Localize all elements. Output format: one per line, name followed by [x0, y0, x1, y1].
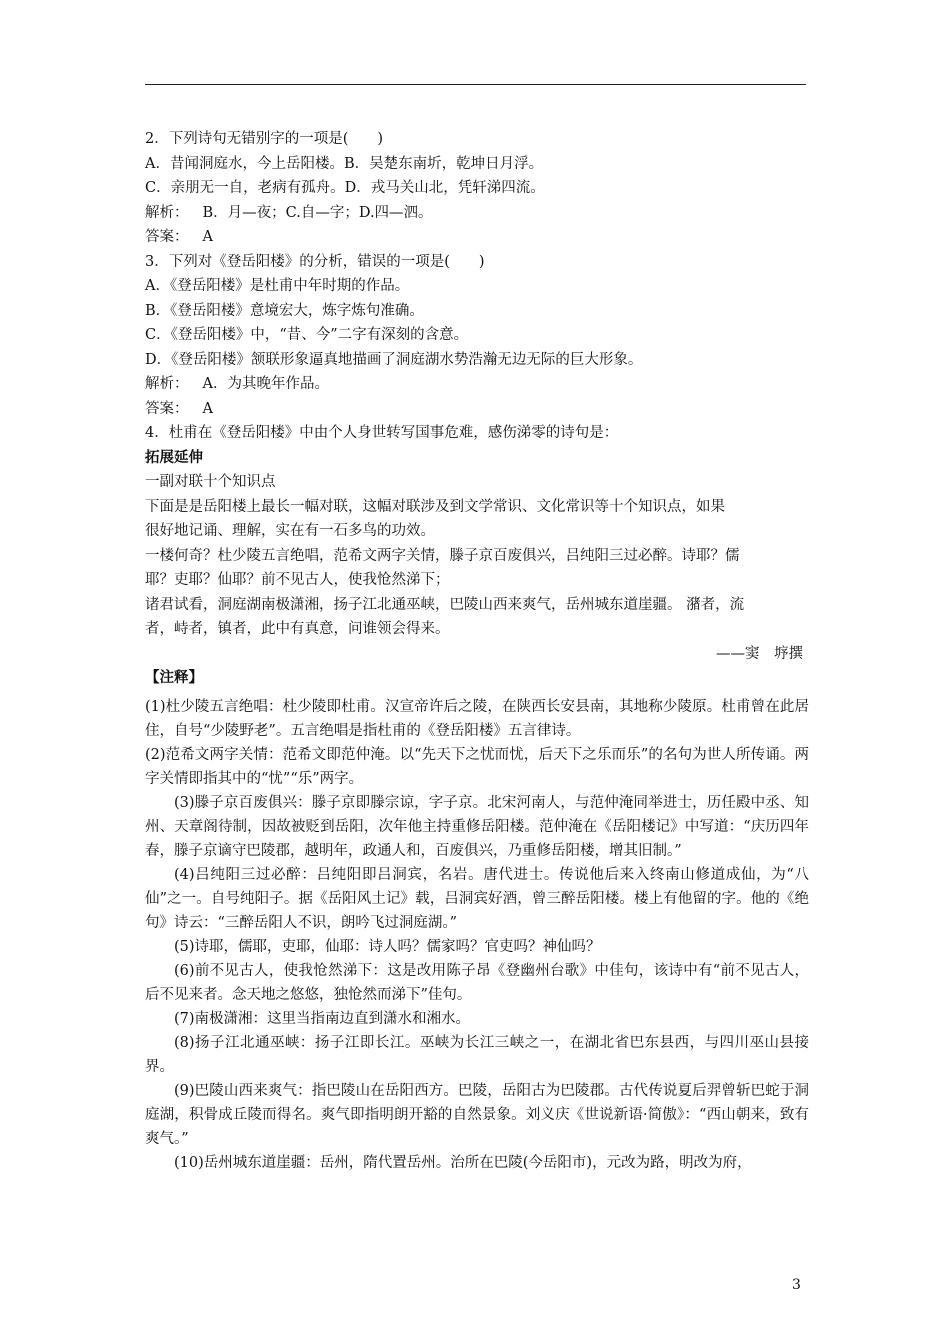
q3-option-c: C．《登岳阳楼》中，“昔、今”二字有深刻的含意。 [145, 327, 469, 343]
note-2: (2)范希文两字关情：范希文即范仲淹。以“先天下之忧而忧，后天下之乐而乐”的名句为世人所传诵。两字关情即指其中的“忧”“乐”两字。 [145, 746, 809, 787]
q2-answer-value: A [202, 229, 213, 245]
q2-option-a: A．昔闻洞庭水，今上岳阳楼。 [145, 155, 344, 172]
extension-heading: 拓展延伸 [145, 448, 203, 466]
q2-analysis-text: B．月—夜；C.自—字；D.四—泗。 [202, 204, 433, 221]
note-6: (6)前不见古人，使我怆然涕下：这是改用陈子昂《登幽州台歌》中佳句，该诗中有“前不见古人，后不见来者。念天地之悠悠，独怆然而涕下”佳句。 [145, 962, 809, 1003]
note-8: (8)扬子江北通巫峡：扬子江即长江。巫峡为长江三峡之一，在湖北省巴东县西，与四川巫山县接界。 [145, 1034, 809, 1075]
q3-answer-label: 答案： [145, 400, 189, 417]
note-5: (5)诗耶，儒耶，吏耶，仙耶：诗人吗？儒家吗？官吏吗？神仙吗？ [174, 938, 601, 955]
q2-answer-label: 答案： [145, 229, 189, 245]
notes-heading: 【注释】 [145, 669, 203, 686]
q2-options-cd [145, 176, 809, 201]
note-3: (3)滕子京百废俱兴：滕子京即滕宗谅，字子京。北宋河南人，与范仲淹同举进士，历任殿中丞、知州、天章阁待制，因故被贬到岳阳，次年他主持重修岳阳楼。范仲淹在《岳阳楼记》中写道：“庆历四年春，滕子京谪守巴陵郡，越明年，政通人和，百废俱兴，乃重修岳阳楼，增其旧制。” [145, 794, 809, 859]
extension-intro-line-2: 很好地记诵、理解，实在有一石多鸟的功效。 [145, 523, 435, 539]
note-10: (10)岳州城东道崖疆：岳州，隋代置岳州。治所在巴陵(今岳阳市)，元改为路，明改为府， [174, 1154, 752, 1171]
q2-option-c: C．亲朋无一自，老病有孤舟。 [145, 180, 345, 196]
q3-answer [145, 397, 809, 422]
q2-analysis-label: 解析： [145, 204, 189, 221]
q3-analysis-label: 解析： [145, 376, 189, 392]
couplet-lower-line-1: 诸君试看，洞庭湖南极潇湘，扬子江北通巫峡，巴陵山西来爽气，岳州城东道崖疆。 潴者，流 [145, 596, 745, 613]
q3-stem: 3．下列对《登岳阳楼》的分析，错误的一项是( ) [145, 253, 485, 270]
q2-answer [145, 225, 809, 250]
header-rule [145, 84, 806, 85]
q4-stem: 4．杜甫在《登岳阳楼》中由个人身世转写国事危难，感伤涕零的诗句是： [145, 425, 619, 441]
q2-analysis [145, 201, 809, 226]
q2-option-b: B．吴楚东南圻，乾坤日月浮。 [343, 155, 544, 172]
note-9: (9)巴陵山西来爽气：指巴陵山在岳阳西方。巴陵，岳阳古为巴陵郡。古代传说夏后羿曾斩巴蛇于洞庭湖，积骨成丘陵而得名。爽气即指明朗开豁的自然景象。刘义庆《世说新语·简傲》：“西山朝来，致有爽气。” [145, 1082, 809, 1147]
q3-option-d: D．《登岳阳楼》颔联形象逼真地描画了洞庭湖水势浩瀚无边无际的巨大形象。 [145, 351, 643, 368]
page-number: 3 [792, 1277, 801, 1293]
q2-options-ab [145, 152, 809, 177]
q2-stem: 2．下列诗句无错别字的一项是( ) [145, 131, 384, 147]
couplet-lower-line-2: 者，峙者，镇者，此中有真意，问谁领会得来。 [145, 621, 450, 637]
q3-analysis [145, 372, 809, 397]
q3-analysis-text: A．为其晚年作品。 [202, 376, 329, 392]
note-4: (4)吕纯阳三过必醉：吕纯阳即吕洞宾，名岩。唐代进士。传说他后来入终南山修道成仙，为“八仙”之一。自号纯阳子。据《岳阳风土记》载，吕洞宾好酒，曾三醉岳阳楼。楼上有他留的字。他的《绝句》诗云：“三醉岳阳人不识，朗吟飞过洞庭湖。” [145, 866, 809, 931]
extension-subtitle: 一副对联十个知识点 [145, 474, 276, 490]
extension-intro-line-1: 下面是是岳阳楼上最长一幅对联，这幅对联涉及到文学常识、文化常识等十个知识点，如果 [145, 498, 725, 515]
notes-list [145, 695, 809, 1175]
q2-option-d: D．戎马关山北，凭轩涕四流。 [344, 180, 545, 196]
q3-option-a: A．《登岳阳楼》是杜甫中年时期的作品。 [145, 278, 410, 294]
couplet-upper-line-1: 一楼何奇？杜少陵五言绝唱，范希文两字关情，滕子京百废俱兴，吕纯阳三过必醉。诗耶？儒 [145, 547, 740, 564]
couplet-author: ——窦 垿撰 [716, 645, 803, 662]
note-1: (1)杜少陵五言绝唱：杜少陵即杜甫。汉宣帝许后之陵，在陕西长安县南，其地称少陵原。杜甫曾在此居住，自号“少陵野老”。五言绝唱是指杜甫的《登岳阳楼》五言律诗。 [145, 698, 809, 739]
couplet-upper-line-2: 耶？吏耶？仙耶？前不见古人，使我怆然涕下； [145, 572, 450, 588]
page-content [145, 127, 809, 1175]
note-7: (7)南极潇湘：这里当指南边直到潇水和湘水。 [174, 1010, 471, 1027]
q3-answer-value: A [202, 400, 213, 417]
q3-option-b: B．《登岳阳楼》意境宏大，炼字炼句准确。 [145, 302, 424, 319]
